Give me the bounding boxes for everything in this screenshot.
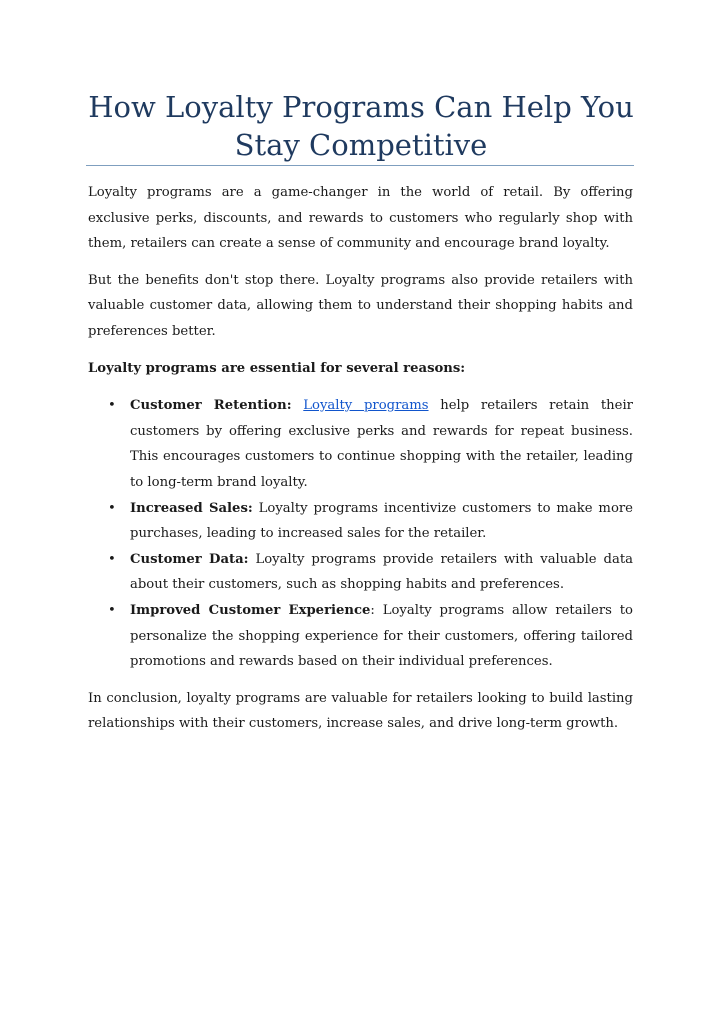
paragraph-conclusion: In conclusion, loyalty programs are valuable for retailers looking to build lasting relationships with their customers, increase sales, and drive long-term growth.	[88, 690, 633, 732]
bullet-icon: •	[108, 551, 116, 567]
list-item	[88, 393, 633, 495]
title-divider	[86, 165, 634, 166]
page-title: How Loyalty Programs Can Help You Stay Competitive	[88, 90, 634, 162]
reason-term: Customer Data:	[130, 551, 249, 567]
bullet-icon: •	[108, 398, 116, 414]
reason-text: Loyalty programs incentivize customers to make more purchases, leading to increased sales for the retailer.	[130, 500, 633, 542]
reason-term: Customer Retention:	[130, 398, 292, 414]
reason-text: Loyalty programs provide retailers with valuable data about their customers, such as shopping habits and preferences.	[130, 551, 634, 593]
reason-term: Improved Customer Experience	[130, 602, 371, 618]
reason-term: Increased Sales:	[130, 500, 253, 516]
reason-text: : Loyalty programs allow retailers to personalize the shopping experience for their customers, offering tailored promotions and rewards based on their individual preferences.	[130, 602, 633, 670]
bullet-icon: •	[108, 602, 116, 618]
reasons-heading: Loyalty programs are essential for several reasons:	[88, 360, 466, 376]
list-item	[88, 547, 633, 598]
paragraph-benefits: But the benefits don't stop there. Loyalty programs also provide retailers with valuable customer data, allowing them to understand their shopping habits and preferences better.	[88, 272, 633, 339]
list-item	[88, 496, 633, 547]
list-item	[88, 598, 633, 675]
bullet-icon: •	[108, 500, 116, 516]
loyalty-programs-link[interactable]: Loyalty programs	[303, 398, 429, 414]
paragraph-intro: Loyalty programs are a game-changer in the world of retail. By offering exclusive perks, discounts, and rewards to customers who regularly shop with them, retailers can create a sense of community and encourage brand loyalty.	[88, 185, 633, 252]
reason-text: help retailers retain their customers by offering exclusive perks and rewards for repeat business. This encourages customers to continue shopping with the retailer, leading to long-term brand loyalty.	[130, 398, 633, 490]
document-body	[88, 180, 633, 748]
reasons-list	[88, 393, 633, 675]
